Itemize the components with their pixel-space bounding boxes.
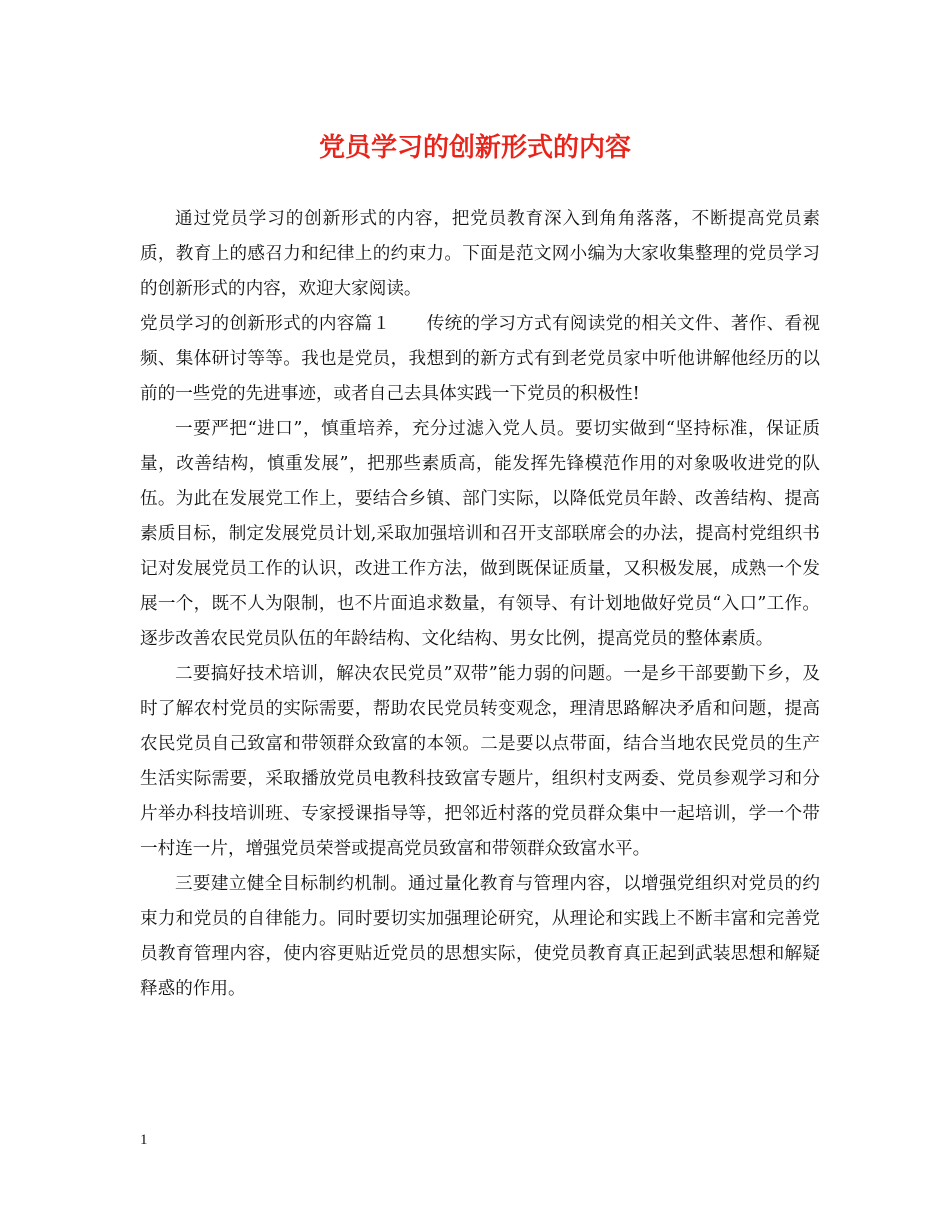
document-body	[140, 202, 820, 1007]
paragraph-3: 三要建立健全目标制约机制。通过量化教育与管理内容，以增强党组织对党员的约束力和党员的自律能力。同时要切实加强理论研究，从理论和实践上不断丰富和完善党员教育管理内容，使内容更贴近党员的思想实际，使党员教育真正起到武装思想和解疑释惑的作用。	[140, 874, 820, 999]
section-paragraph	[140, 307, 820, 412]
document-title: 党员学习的创新形式的内容	[318, 133, 631, 163]
intro-paragraph: 通过党员学习的创新形式的内容，把党员教育深入到角角落落，不断提高党员素质，教育上的感召力和纪律上的约束力。下面是范文网小编为大家收集整理的党员学习的创新形式的内容，欢迎大家阅读。	[140, 209, 820, 299]
section-heading: 党员学习的创新形式的内容篇１	[140, 314, 391, 334]
page-number: 1	[140, 1132, 148, 1148]
paragraph-2: 二要搞好技术培训，解决农民党员”双带”能力弱的问题。一是乡干部要勤下乡，及时了解农村党员的实际需要，帮助农民党员转变观念，理清思路解决矛盾和问题，提高农民党员自己致富和带领群众致富的本领。二是要以点带面，结合当地农民党员的生产生活实际需要，采取播放党员电教科技致富专题片，组织村支两委、党员参观学习和分片举办科技培训班、专家授课指导等，把邻近村落的党员群众集中一起培训，学一个带一村连一片，增强党员荣誉或提高党员致富和带领群众致富水平。	[140, 664, 820, 859]
paragraph-1: 一要严把“进口”，慎重培养，充分过滤入党人员。要切实做到“坚持标准，保证质量，改善结构，慎重发展”，把那些素质高，能发挥先锋模范作用的对象吸收进党的队伍。为此在发展党工作上，要结合乡镇、部门实际，以降低党员年龄、改善结构、提高素质目标，制定发展党员计划,采取加强培训和召开支部联席会的办法，提高村党组织书记对发展党员工作的认识，改进工作方法，做到既保证质量，又积极发展，成熟一个发展一个，既不人为限制，也不片面追求数量，有领导、有计划地做好党员“入口”工作。逐步改善农民党员队伍的年龄结构、文化结构、男女比例，提高党员的整体素质。	[140, 419, 820, 649]
section-text: 传统的学习方式有阅读党的相关文件、著作、看视频、集体研讨等等。我也是党员，我想到的新方式有到老党员家中听他讲解他经历的以前的一些党的先进事迹，或者自己去具体实践一下党员的积极性!	[140, 314, 820, 404]
